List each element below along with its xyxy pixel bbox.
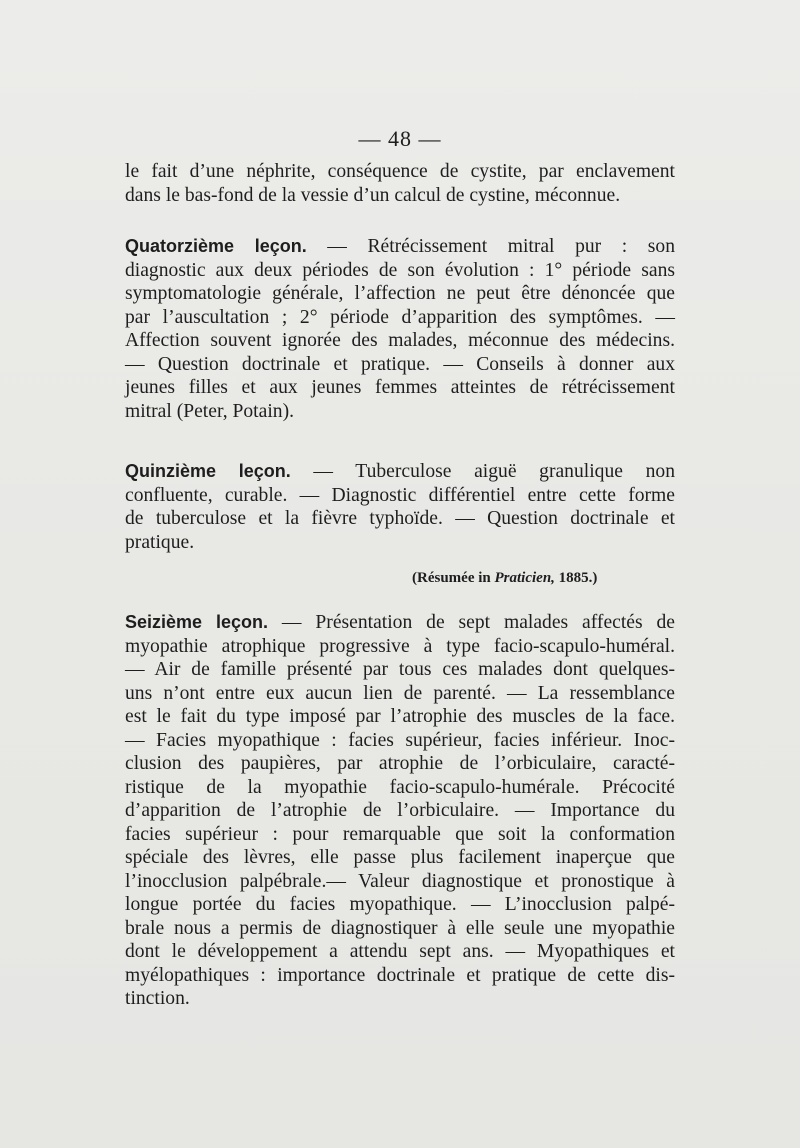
text-line: diagnostic aux deux périodes de son évolution : 1° période sans xyxy=(125,259,675,281)
text-line xyxy=(125,235,675,259)
page-number: — 48 — xyxy=(358,126,442,151)
lesson-16-heading: Seizième leçon. xyxy=(125,612,269,632)
lesson-14 xyxy=(125,235,675,423)
text-line: jeunes filles et aux jeunes femmes atteintes de rétrécissement xyxy=(125,377,675,398)
text-line: brale nous a permis de diagnostiquer à elle seule une myopathie xyxy=(125,917,675,939)
text-line: clusion des paupières, par atrophie de l’orbiculaire, caracté- xyxy=(125,753,675,774)
lesson-14-heading: Quatorzième leçon. xyxy=(125,236,307,256)
text-line: l’inocclusion palpébrale.— Valeur diagnostique et pronostique à xyxy=(125,870,675,892)
text-line: — Question doctrinale et pratique. — Conseils à donner aux xyxy=(125,353,675,375)
text-line: confluente, curable. — Diagnostic différentiel entre cette forme xyxy=(125,484,675,506)
lesson-14-line-0: — Rétrécissement mitral pur : son xyxy=(306,236,675,257)
text-line: mitral (Peter, Potain). xyxy=(125,400,294,422)
text-line xyxy=(125,611,675,635)
text-line: — Facies myopathique : facies supérieur, facies inférieur. Inoc- xyxy=(125,729,675,751)
lesson-15 xyxy=(125,460,675,554)
lesson-15-heading: Quinzième leçon. xyxy=(125,461,291,481)
text-line: d’apparition de l’atrophie de l’orbiculaire. — Importance du xyxy=(125,800,675,821)
lesson-16 xyxy=(125,611,675,1011)
lesson-15-line-0: — Tuberculose aiguë granulique non xyxy=(290,461,675,482)
text-line: de tuberculose et la fièvre typhoïde. — Question doctrinale et xyxy=(125,508,675,529)
text-line: — Air de famille présenté par tous ces malades dont quelques- xyxy=(125,659,675,680)
text-line: uns n’ont entre eux aucun lien de parenté. — La ressemblance xyxy=(125,682,675,704)
lesson-16-line-0: — Présentation de sept malades affectés de xyxy=(268,612,675,633)
text-line: tinction. xyxy=(125,988,190,1009)
text-line: dont le développement a attendu sept ans. — Myopathiques et xyxy=(125,941,675,962)
text-line: myélopathiques : importance doctrinale et pratique de cette dis- xyxy=(125,964,675,986)
text-line xyxy=(125,460,675,484)
source-prefix: (Résumée in xyxy=(412,570,495,586)
source-journal: Praticien, xyxy=(494,570,555,586)
text-line: par l’auscultation ; 2° période d’apparition des symptômes. — xyxy=(125,306,675,328)
text-line: Affection souvent ignorée des malades, méconnue des médecins. xyxy=(125,330,675,351)
source-citation xyxy=(412,570,597,587)
text-line: symptomatologie générale, l’affection ne peut être dénoncée que xyxy=(125,283,675,304)
text-line: dans le bas-fond de la vessie d’un calcul de cystine, méconnue. xyxy=(125,184,621,206)
text-line: le fait d’une néphrite, conséquence de cystite, par enclavement xyxy=(125,161,675,182)
text-line: spéciale des lèvres, elle passe plus facilement inaperçue que xyxy=(125,847,675,868)
text-line: est le fait du type imposé par l’atrophie des muscles de la face. xyxy=(125,706,675,727)
text-line: facies supérieur : pour remarquable que soit la conformation xyxy=(125,823,675,845)
text-line: myopathie atrophique progressive à type facio-scapulo-huméral. xyxy=(125,635,675,657)
source-suffix: 1885.) xyxy=(554,570,598,586)
text-line: longue portée du facies myopathique. — L’inocclusion palpé- xyxy=(125,894,675,915)
text-line: ristique de la myopathie facio-scapulo-humérale. Précocité xyxy=(125,776,675,798)
text-line: pratique. xyxy=(125,531,195,553)
intro-paragraph xyxy=(125,160,675,207)
